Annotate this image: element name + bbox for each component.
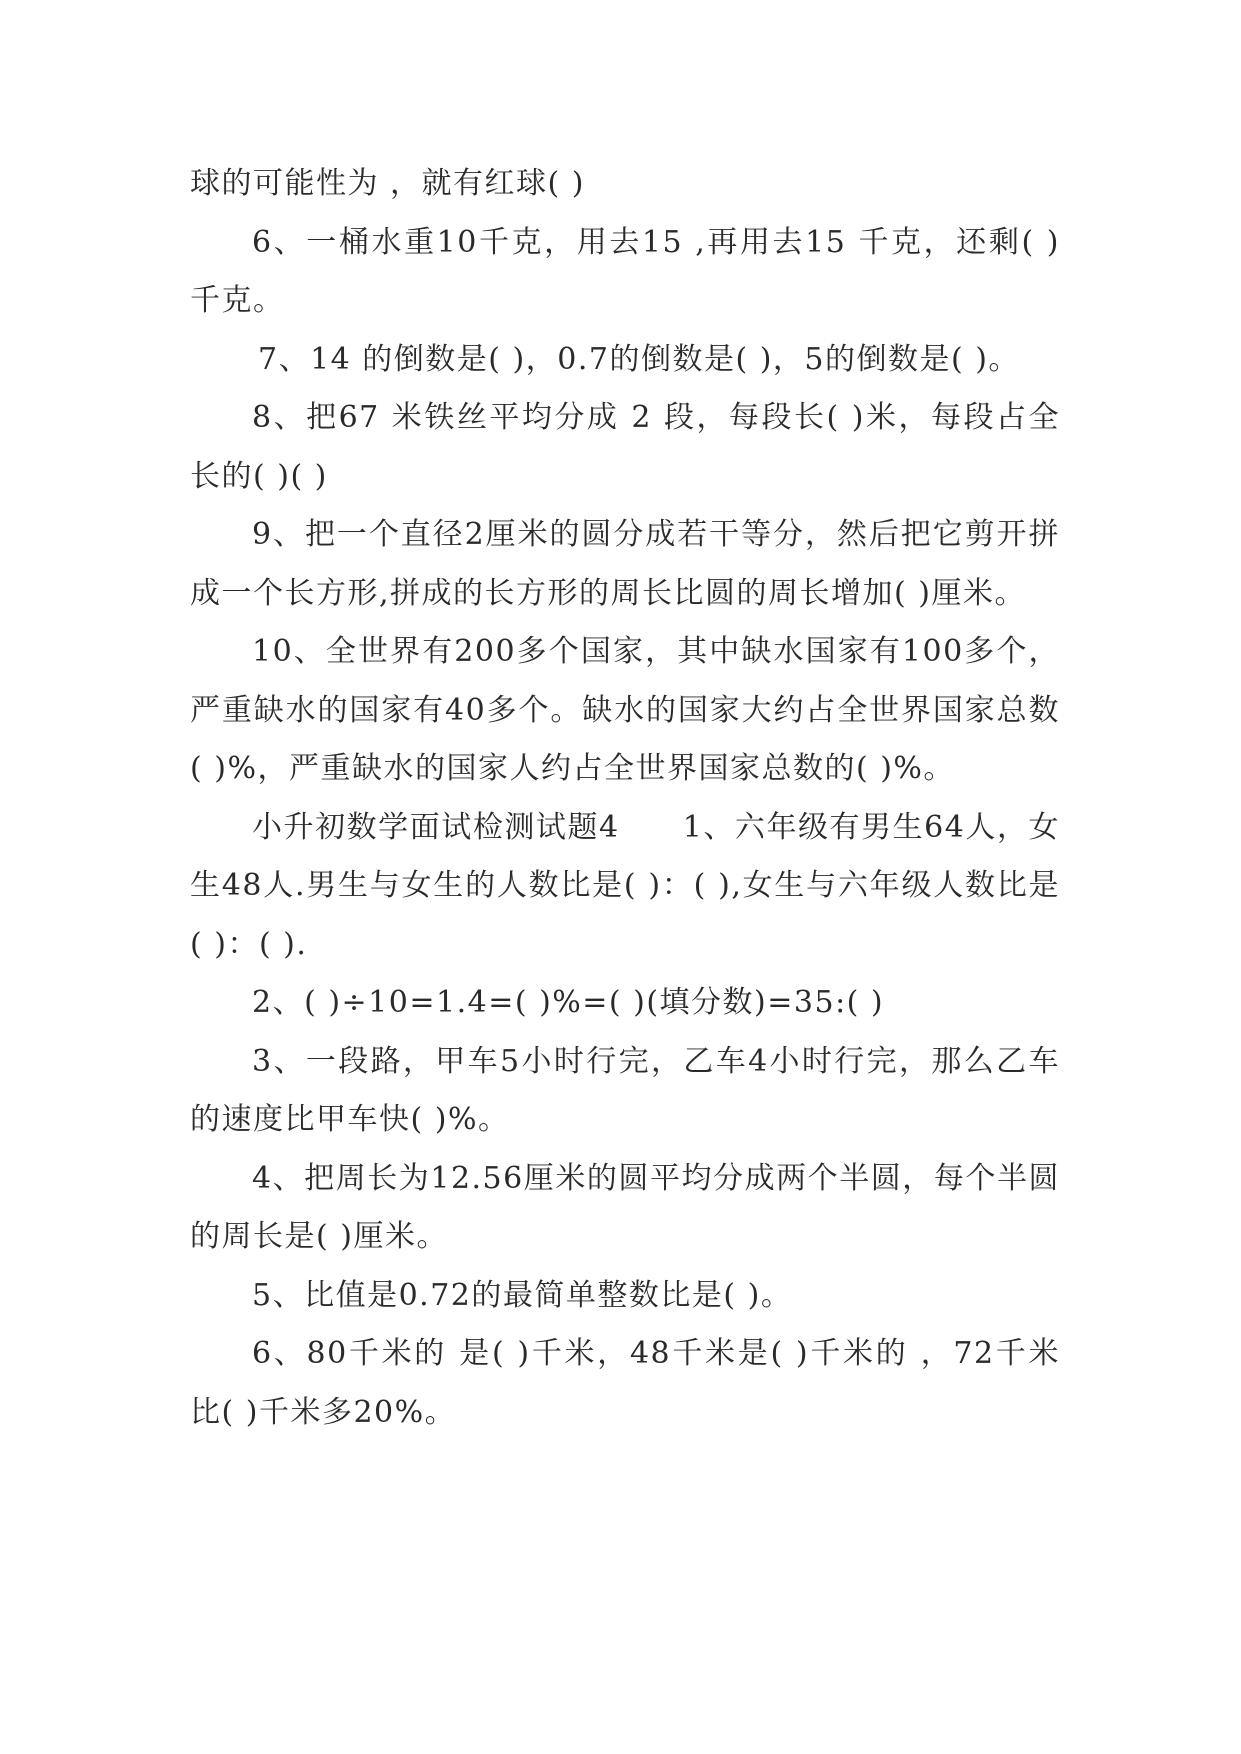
question-10-water-shortage: 10、全世界有200多个国家，其中缺水国家有100多个，严重缺水的国家有40多个。缺水的国家大约占全世界国家总数( )%，严重缺水的国家人约占全世界国家总数的( )%。	[190, 634, 1060, 786]
question-3-car-speed: 3、一段路，甲车5小时行完，乙车4小时行完，那么乙车的速度比甲车快( )%。	[190, 1043, 1060, 1137]
question-4-semicircle: 4、把周长为12.56厘米的圆平均分成两个半圆，每个半圆的周长是( )厘米。	[190, 1160, 1060, 1254]
question-5-ratio: 5、比值是0.72的最简单整数比是( )。	[252, 1277, 793, 1313]
question-9-circle-rectangle: 9、把一个直径2厘米的圆分成若干等分，然后把它剪开拼成一个长方形,拼成的长方形的周长比圆的周长增加( )厘米。	[190, 517, 1060, 611]
question-7-reciprocal: 7、14 的倒数是( )，0.7的倒数是( )，5的倒数是( )。	[258, 341, 1020, 377]
question-2-equation: 2、( )÷10=1.4=( )%=( )(填分数)=35:( )	[252, 985, 885, 1020]
section-title-test-4: 小升初数学面试检测试题4 1、六年级有男生64人，女生48人.男生与女生的人数比是( )：( ),女生与六年级人数比是( )：( ).	[190, 809, 1060, 962]
question-6-kilometers: 6、80千米的 是( )千米，48千米是( )千米的 ，72千米比( )千米多20%。	[190, 1336, 1060, 1430]
question-6-water-bucket: 6、一桶水重10千克，用去15 ,再用去15 千克，还剩( )千克。	[190, 224, 1060, 318]
document-body	[190, 155, 1060, 1442]
question-8-wire: 8、把67 米铁丝平均分成 2 段，每段长( )米，每段占全长的( )( )	[190, 400, 1060, 494]
paragraph-ball-probability: 球的可能性为 ，就有红球( )	[190, 166, 585, 201]
